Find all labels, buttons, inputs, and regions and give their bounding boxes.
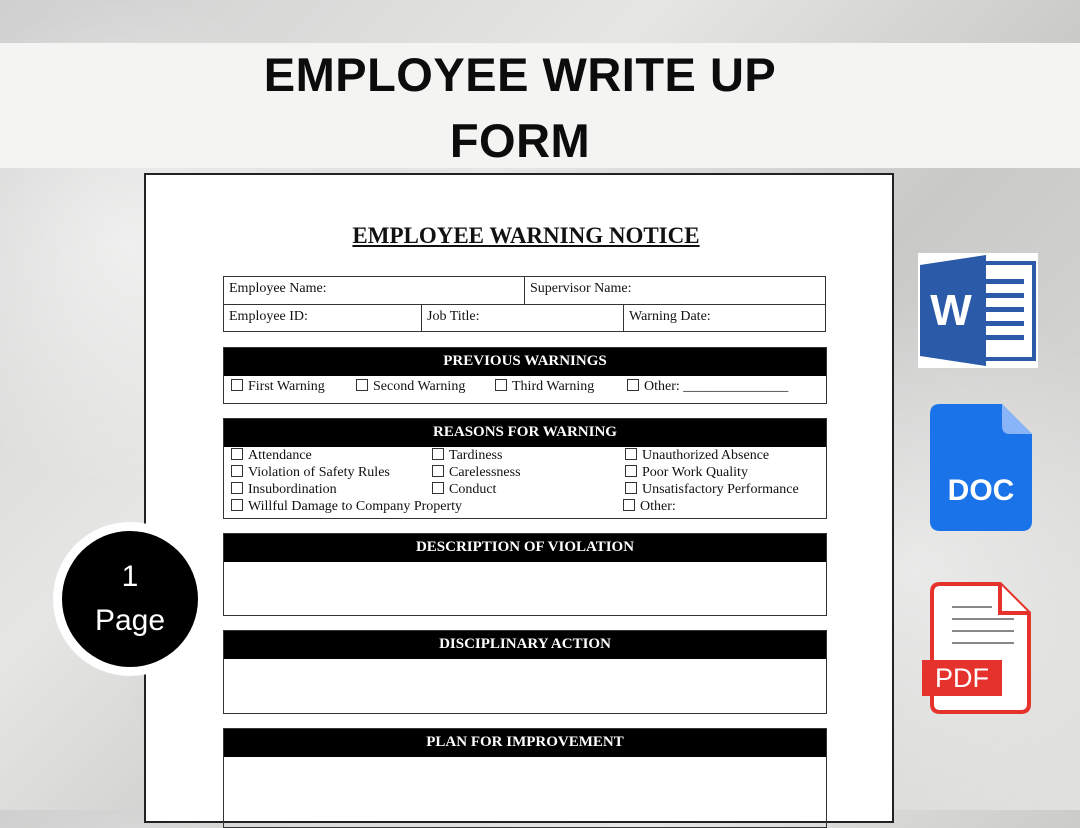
headline-line-1: EMPLOYEE WRITE UP [263,48,777,101]
page-count-badge [53,522,207,676]
supervisor-name-field: Supervisor Name: [530,281,632,296]
reason-option: Willful Damage to Company Property [231,499,462,515]
form-title: EMPLOYEE WARNING NOTICE [352,223,700,248]
checkbox-icon [231,448,243,460]
job-title-field: Job Title: [422,305,624,332]
checkbox-icon [432,465,444,477]
checkbox-icon [495,379,507,391]
reason-option: Unauthorized Absence [625,448,769,464]
previous-warnings-section [223,347,827,404]
reasons-section [223,418,827,519]
checkbox-icon [627,379,639,391]
employee-name-field: Employee Name: [224,277,525,304]
reason-option: Poor Work Quality [625,465,748,481]
reasons-heading: REASONS FOR WARNING [224,419,826,447]
reason-option: Unsatisfactory Performance [625,482,799,498]
page-count-label: Page [94,604,166,637]
employee-info-table [223,276,826,332]
headline-line-2: FORM [449,114,591,167]
disciplinary-section [223,630,827,714]
other-warning-option: Other: _______________ [627,379,788,395]
description-section [223,533,827,616]
checkbox-icon [432,448,444,460]
reason-option: Attendance [231,448,312,464]
reason-option: Tardiness [432,448,502,464]
checkbox-icon [231,482,243,494]
warning-date-field: Warning Date: [629,309,711,324]
disciplinary-heading: DISCIPLINARY ACTION [224,631,826,659]
employee-id-field: Employee ID: [224,305,422,332]
checkbox-icon [623,499,635,511]
pdf-icon [922,582,1032,714]
reason-option: Insubordination [231,482,337,498]
svg-text:W: W [930,286,972,335]
second-warning-option: Second Warning [356,379,465,395]
checkbox-icon [231,379,243,391]
third-warning-option: Third Warning [495,379,594,395]
first-warning-option: First Warning [231,379,325,395]
checkbox-icon [625,448,637,460]
previous-warnings-heading: PREVIOUS WARNINGS [224,348,826,376]
form-preview [144,173,894,823]
reason-option: Carelessness [432,465,521,481]
description-heading: DESCRIPTION OF VIOLATION [224,534,826,562]
svg-text:PDF: PDF [935,663,989,693]
reason-option: Other: [623,499,676,515]
page-headline [190,42,850,174]
checkbox-icon [231,499,243,511]
svg-text:DOC: DOC [947,474,1015,507]
improvement-section [223,728,827,828]
checkbox-icon [432,482,444,494]
page-count-number: 1 [121,560,139,593]
reason-option: Violation of Safety Rules [231,465,390,481]
reason-option: Conduct [432,482,496,498]
checkbox-icon [625,482,637,494]
improvement-heading: PLAN FOR IMPROVEMENT [224,729,826,757]
info-row [224,277,825,305]
doc-icon [930,404,1032,531]
checkbox-icon [356,379,368,391]
checkbox-icon [231,465,243,477]
word-icon [918,253,1038,368]
checkbox-icon [625,465,637,477]
info-row [224,305,825,332]
